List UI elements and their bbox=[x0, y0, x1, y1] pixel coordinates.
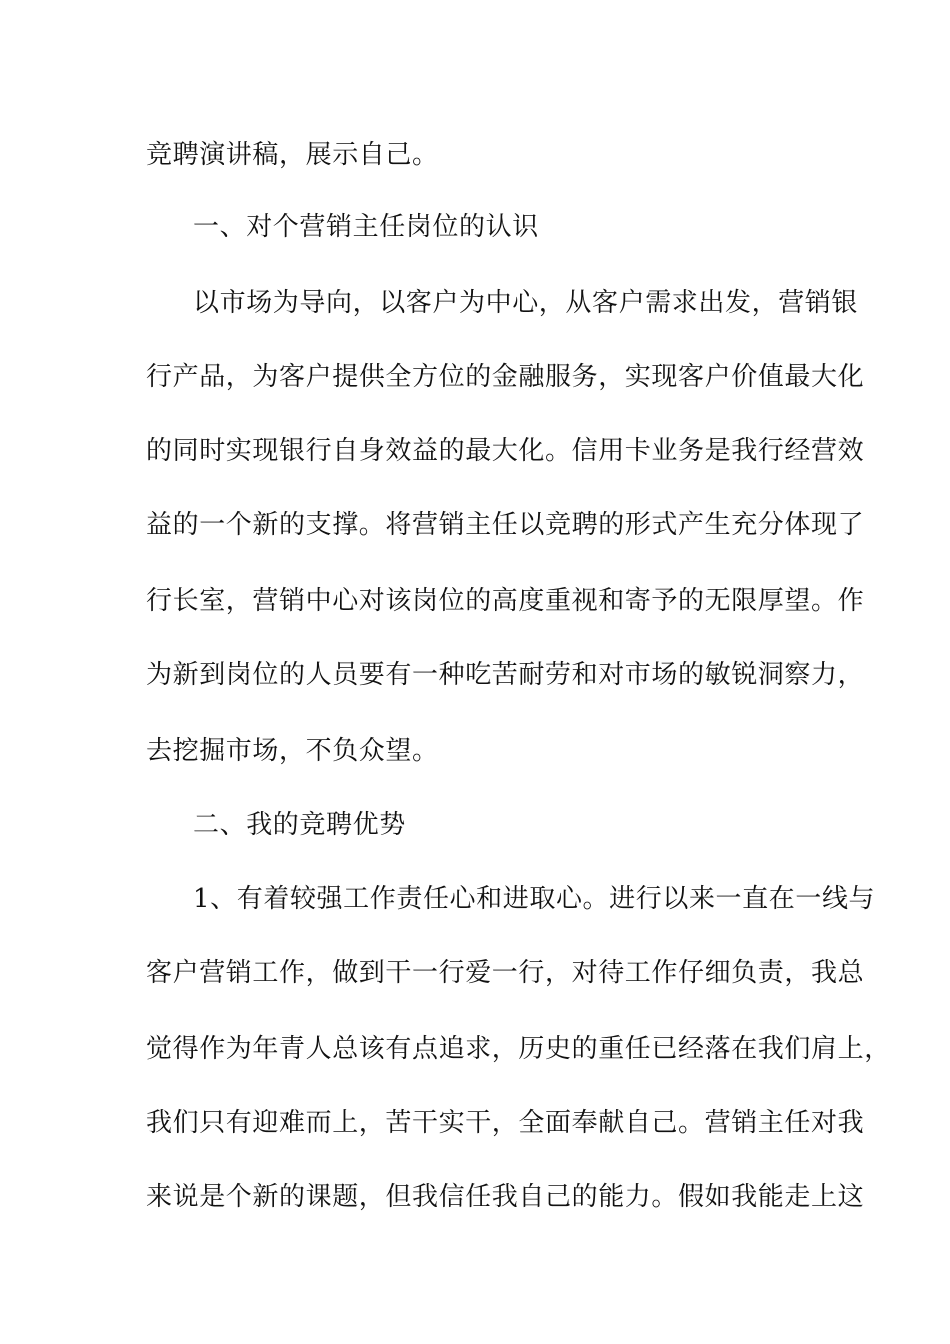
paragraph-first-line: 以市场为导向，以客户为中心，从客户需求出发，营销银 bbox=[193, 288, 859, 318]
text-line: 觉得作为年青人总该有点追求，历史的重任已经落在我们肩上， bbox=[146, 1034, 891, 1064]
text-line: 的同时实现银行自身效益的最大化。信用卡业务是我行经营效 bbox=[146, 436, 865, 466]
text-line: 行产品，为客户提供全方位的金融服务，实现客户价值最大化 bbox=[146, 362, 865, 392]
text-line: 竞聘演讲稿，展示自己。 bbox=[146, 140, 439, 170]
text-line: 行长室，营销中心对该岗位的高度重视和寄予的无限厚望。作 bbox=[146, 586, 865, 616]
text-line: 来说是个新的课题，但我信任我自己的能力。假如我能走上这 bbox=[146, 1182, 865, 1212]
text-line: 我们只有迎难而上，苦干实干，全面奉献自己。营销主任对我 bbox=[146, 1108, 865, 1138]
text-line: 客户营销工作，做到干一行爱一行，对待工作仔细负责，我总 bbox=[146, 958, 865, 988]
text-line: 去挖掘市场，不负众望。 bbox=[146, 736, 439, 766]
text-line: 为新到岗位的人员要有一种吃苦耐劳和对市场的敏锐洞察力， bbox=[146, 660, 865, 690]
section-heading: 二、我的竞聘优势 bbox=[193, 810, 406, 840]
section-heading: 一、对个营销主任岗位的认识 bbox=[193, 212, 539, 242]
paragraph-first-line: 1、有着较强工作责任心和进取心。进行以来一直在一线与 bbox=[193, 884, 876, 914]
text-line: 益的一个新的支撑。将营销主任以竞聘的形式产生充分体现了 bbox=[146, 510, 865, 540]
